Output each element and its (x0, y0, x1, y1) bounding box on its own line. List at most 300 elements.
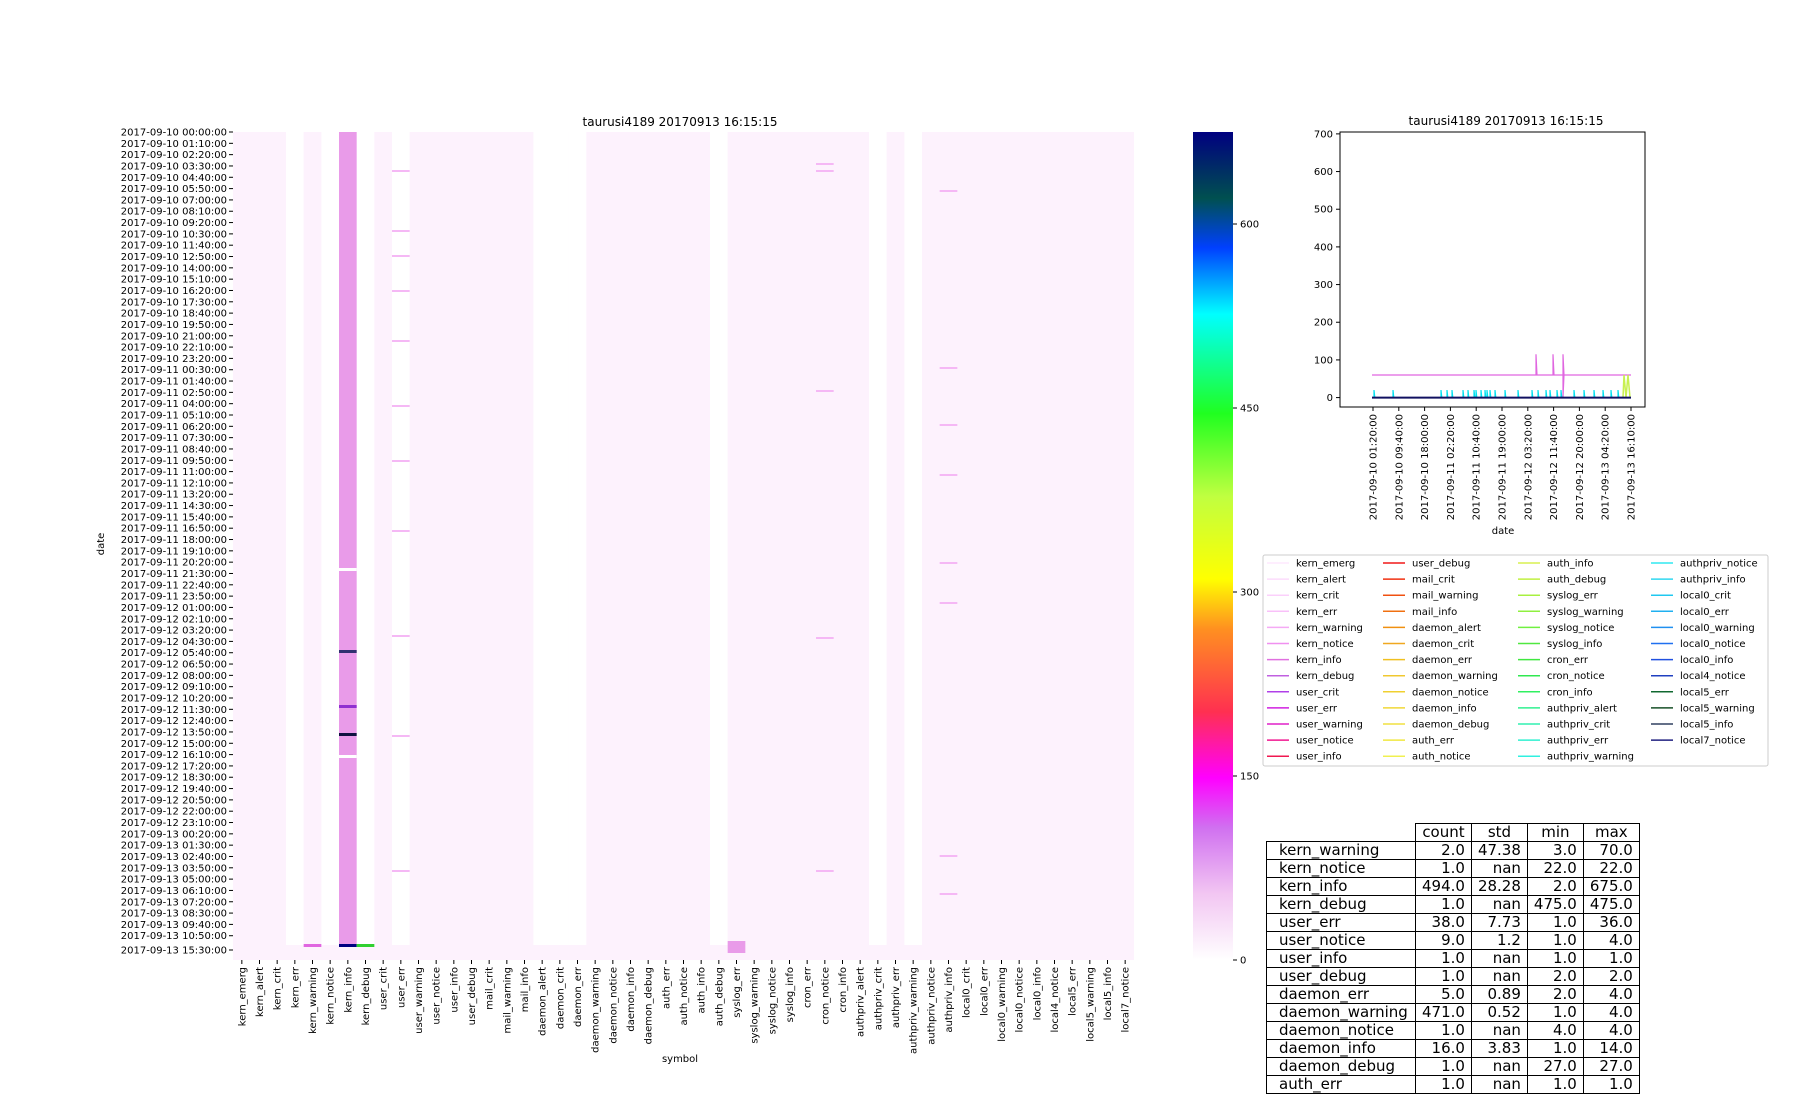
line-chart-y-tick-label: 200 (1313, 317, 1333, 329)
heatmap-missing-column (286, 132, 304, 945)
stats-cell-max: 4.0 (1583, 932, 1639, 950)
stats-cell-std: nan (1471, 950, 1527, 968)
heatmap-ylabel: date (96, 532, 107, 556)
heatmap-cell-kern_info-spike (339, 705, 357, 708)
legend-label: authpriv_info (1680, 574, 1746, 586)
stats-cell-max: 475.0 (1583, 896, 1639, 914)
heatmap-x-tick-label: local0_warning (997, 967, 1008, 1042)
stats-cell-min: 1.0 (1527, 914, 1583, 932)
heatmap-y-tick-label: 2017-09-12 08:00:00 (120, 670, 227, 682)
legend-label: authpriv_notice (1680, 558, 1758, 570)
heatmap-x-tick-label: user_debug (467, 967, 478, 1026)
legend-label: cron_info (1547, 687, 1593, 699)
heatmap-y-tick-label: 2017-09-10 10:30:00 (120, 229, 227, 241)
heatmap-title: taurusi4189 20170913 16:15:15 (582, 115, 778, 129)
heatmap-y-tick-label: 2017-09-11 15:40:00 (120, 512, 227, 524)
heatmap-cell-mark (940, 562, 958, 564)
line-chart-series (1372, 354, 1631, 397)
legend-label: user_warning (1296, 719, 1363, 731)
stats-row (1267, 1076, 1640, 1094)
heatmap-x-tick-label: daemon_notice (608, 967, 620, 1044)
heatmap-missing-column (533, 132, 551, 945)
heatmap-x-tick-label: daemon_warning (590, 967, 602, 1053)
line-chart-x-tick-label: 2017-09-12 20:00:00 (1574, 414, 1586, 521)
heatmap-y-tick-label: 2017-09-10 09:20:00 (120, 218, 227, 230)
heatmap-y-tick-label: 2017-09-10 07:00:00 (120, 195, 227, 207)
line-chart-x-tick-label: 2017-09-12 11:40:00 (1549, 414, 1561, 521)
heatmap-cells (233, 132, 1134, 960)
heatmap-x-tick-label: local5_err (1067, 967, 1079, 1016)
stats-row (1267, 1040, 1640, 1058)
heatmap-x-tick-label: auth_err (661, 967, 673, 1009)
heatmap-x-tick-label: authpriv_warning (908, 967, 920, 1054)
heatmap-y-tick-label: 2017-09-11 19:10:00 (120, 546, 227, 558)
heatmap-x-tick-label: daemon_info (626, 967, 637, 1032)
legend-label: cron_notice (1547, 671, 1605, 683)
heatmap-x-tick-label: user_notice (431, 967, 443, 1025)
legend (1263, 555, 1768, 766)
heatmap-y-tick-label: 2017-09-12 19:40:00 (120, 784, 227, 796)
legend-label: daemon_notice (1412, 687, 1489, 699)
heatmap-x-tick-label: authpriv_info (944, 967, 955, 1033)
stats-cell-max: 36.0 (1583, 914, 1639, 932)
heatmap-y-tick-label: 2017-09-11 06:20:00 (120, 421, 227, 433)
stats-cell-count: 38.0 (1416, 914, 1472, 932)
colorbar-tick-label: 600 (1240, 219, 1260, 231)
heatmap-y-tick-label: 2017-09-12 06:50:00 (120, 659, 227, 671)
legend-label: auth_debug (1547, 574, 1607, 586)
stats-cell-min: 1.0 (1527, 1040, 1583, 1058)
stats-cell-min: 1.0 (1527, 950, 1583, 968)
stats-cell-count: 1.0 (1416, 1022, 1472, 1040)
stats-cell-max: 4.0 (1583, 986, 1639, 1004)
heatmap-x-tick-label: syslog_warning (749, 967, 761, 1044)
stats-row (1267, 1004, 1640, 1022)
line-chart-y-tick-label: 400 (1313, 242, 1333, 254)
heatmap-x-tick-label: daemon_debug (643, 967, 655, 1045)
heatmap-y-tick-label: 2017-09-12 22:00:00 (120, 806, 227, 818)
stats-row (1267, 950, 1640, 968)
line-chart-y-tick-label: 500 (1313, 204, 1333, 216)
heatmap-cell-mark (940, 474, 958, 476)
heatmap-y-tick-label: 2017-09-12 13:50:00 (120, 727, 227, 739)
heatmap-y-tick-label: 2017-09-13 03:50:00 (120, 863, 227, 875)
line-series-kern_info (1372, 354, 1631, 397)
legend-label: kern_warning (1296, 622, 1363, 634)
line-chart-frame (1340, 132, 1645, 407)
legend-label: user_crit (1296, 687, 1340, 699)
stats-cell-label: kern_info (1267, 878, 1416, 896)
heatmap-missing-column (869, 132, 887, 945)
heatmap-chart (96, 115, 1134, 1065)
heatmap-missing-column (551, 132, 569, 945)
line-chart-title: taurusi4189 20170913 16:15:15 (1408, 114, 1604, 128)
heatmap-x-tick-label: local5_warning (1085, 967, 1097, 1042)
line-chart-y-tick-label: 600 (1313, 167, 1333, 179)
heatmap-missing-column (321, 132, 339, 945)
stats-cell-count: 9.0 (1416, 932, 1472, 950)
stats-cell-min: 4.0 (1527, 1022, 1583, 1040)
heatmap-y-tick-label: 2017-09-10 00:00:00 (120, 127, 227, 139)
legend-label: syslog_warning (1547, 606, 1624, 618)
stats-row (1267, 1022, 1640, 1040)
legend-label: user_info (1296, 751, 1342, 763)
line-chart-x-tick-label: 2017-09-13 04:20:00 (1600, 414, 1612, 521)
heatmap-x-tick-label: local0_crit (961, 967, 973, 1018)
stats-cell-std: nan (1471, 1022, 1527, 1040)
heatmap-y-tick-label: 2017-09-10 21:00:00 (120, 331, 227, 343)
stats-cell-count: 1.0 (1416, 860, 1472, 878)
heatmap-y-tick-label: 2017-09-10 02:20:00 (120, 150, 227, 162)
legend-label: local5_err (1680, 687, 1729, 699)
heatmap-x-tick-label: cron_err (802, 967, 814, 1009)
heatmap-cell-mark (940, 855, 958, 857)
colorbar-tick-label: 0 (1240, 955, 1247, 967)
heatmap-missing-column (392, 132, 410, 945)
heatmap-y-tick-label: 2017-09-11 18:00:00 (120, 535, 227, 547)
heatmap-y-tick-label: 2017-09-12 17:20:00 (120, 761, 227, 773)
heatmap-y-tick-label: 2017-09-12 03:20:00 (120, 625, 227, 637)
heatmap-x-tick-label: auth_info (696, 967, 708, 1014)
stats-cell-count: 1.0 (1416, 1058, 1472, 1076)
heatmap-y-tick-label: 2017-09-12 11:30:00 (120, 704, 227, 716)
stats-cell-min: 1.0 (1527, 1076, 1583, 1094)
legend-label: kern_debug (1296, 671, 1355, 683)
heatmap-x-tick-label: authpriv_alert (855, 967, 867, 1037)
stats-table (1266, 823, 1640, 1094)
heatmap-x-tick-label: cron_notice (820, 967, 832, 1025)
legend-label: authpriv_warning (1547, 751, 1634, 763)
heatmap-y-tick-label: 2017-09-13 10:50:00 (120, 931, 227, 943)
heatmap-x-tick-label: syslog_err (732, 967, 743, 1018)
colorbar-tick-label: 150 (1240, 771, 1260, 783)
heatmap-x-tick-label: mail_info (520, 967, 531, 1013)
legend-label: cron_err (1547, 655, 1589, 667)
heatmap-y-tick-label: 2017-09-13 07:20:00 (120, 897, 227, 909)
heatmap-cell-mark (392, 255, 410, 257)
stats-row (1267, 878, 1640, 896)
heatmap-x-tick-label: kern_crit (272, 967, 284, 1011)
heatmap-cell-mark (392, 340, 410, 342)
heatmap-x-tick-label: authpriv_crit (873, 967, 885, 1031)
stats-row (1267, 896, 1640, 914)
stats-row (1267, 932, 1640, 950)
heatmap-y-tick-label: 2017-09-12 18:30:00 (120, 772, 227, 784)
heatmap-missing-column (710, 132, 728, 945)
heatmap-y-tick-label: 2017-09-11 12:10:00 (120, 478, 227, 490)
heatmap-y-tick-label: 2017-09-12 04:30:00 (120, 636, 227, 648)
legend-label: local0_err (1680, 606, 1729, 618)
heatmap-x-tick-label: user_info (449, 967, 461, 1013)
stats-cell-label: auth_err (1267, 1076, 1416, 1094)
legend-label: daemon_info (1412, 703, 1477, 715)
heatmap-y-tick-label: 2017-09-12 15:00:00 (120, 738, 227, 750)
heatmap-y-tick-label: 2017-09-12 23:10:00 (120, 818, 227, 830)
line-chart-x-tick-label: 2017-09-10 01:20:00 (1368, 414, 1380, 521)
legend-label: local0_notice (1680, 639, 1746, 650)
colorbar-gradient (1193, 132, 1233, 960)
heatmap-y-tick-label: 2017-09-10 17:30:00 (120, 297, 227, 309)
stats-body (1267, 842, 1640, 1094)
stats-row (1267, 1058, 1640, 1076)
stats-cell-label: daemon_info (1267, 1040, 1416, 1058)
stats-cell-min: 2.0 (1527, 986, 1583, 1004)
line-chart-y-tick-label: 700 (1313, 129, 1333, 141)
legend-label: local7_notice (1680, 735, 1746, 747)
stats-cell-max: 22.0 (1583, 860, 1639, 878)
heatmap-y-tick-label: 2017-09-13 08:30:00 (120, 908, 227, 920)
legend-label: kern_info (1296, 655, 1342, 667)
stats-cell-min: 3.0 (1527, 842, 1583, 860)
line-chart (1314, 114, 1645, 537)
line-chart-x-tick-label: 2017-09-12 03:20:00 (1523, 414, 1535, 521)
legend-label: user_err (1296, 703, 1338, 715)
stats-cell-label: user_err (1267, 914, 1416, 932)
legend-label: authpriv_err (1547, 735, 1609, 747)
heatmap-x-tick-label: user_crit (378, 967, 390, 1011)
legend-label: mail_warning (1412, 590, 1479, 602)
heatmap-x-tick-label: local5_info (1103, 967, 1114, 1021)
legend-label: kern_alert (1296, 574, 1346, 586)
line-chart-y-tick-label: 0 (1326, 393, 1333, 405)
line-chart-y-tick-label: 300 (1313, 280, 1333, 292)
legend-label: auth_info (1547, 558, 1594, 570)
stats-cell-std: 0.89 (1471, 986, 1527, 1004)
heatmap-y-tick-label: 2017-09-11 11:00:00 (120, 467, 227, 479)
heatmap-cell-syslog_err-last (728, 941, 746, 953)
stats-cell-count: 1.0 (1416, 896, 1472, 914)
stats-cell-min: 2.0 (1527, 968, 1583, 986)
legend-label: kern_err (1296, 606, 1338, 618)
heatmap-y-tick-label: 2017-09-11 04:00:00 (120, 399, 227, 411)
heatmap-cell-kern_info (339, 132, 357, 944)
heatmap-y-tick-label: 2017-09-12 05:40:00 (120, 648, 227, 660)
heatmap-x-tick-label: local7_notice (1120, 967, 1132, 1033)
heatmap-cell-mark (392, 735, 410, 737)
stats-cell-std: 28.28 (1471, 878, 1527, 896)
heatmap-x-tick-label: local4_notice (1050, 967, 1061, 1033)
colorbar-tick-label: 300 (1240, 587, 1260, 599)
stats-cell-min: 2.0 (1527, 878, 1583, 896)
heatmap-x-tick-label: cron_info (838, 967, 849, 1013)
heatmap-y-tick-label: 2017-09-10 11:40:00 (120, 240, 227, 252)
stats-cell-max: 70.0 (1583, 842, 1639, 860)
heatmap-cell-mark (392, 170, 410, 172)
stats-cell-std: 0.52 (1471, 1004, 1527, 1022)
stats-cell-label: user_notice (1267, 932, 1416, 950)
heatmap-x-tick-label: user_err (396, 967, 408, 1009)
heatmap-y-tick-label: 2017-09-10 03:30:00 (120, 161, 227, 173)
heatmap-y-tick-label: 2017-09-10 05:50:00 (120, 184, 227, 196)
heatmap-x-tick-label: authpriv_notice (926, 967, 938, 1045)
legend-label: authpriv_crit (1547, 719, 1611, 731)
heatmap-x-tick-label: local0_err (979, 966, 991, 1016)
legend-label: local5_info (1680, 719, 1734, 731)
stats-col-max: max (1583, 824, 1639, 842)
stats-row (1267, 968, 1640, 986)
heatmap-y-tick-label: 2017-09-12 20:50:00 (120, 795, 227, 807)
legend-label: mail_info (1412, 606, 1458, 618)
stats-cell-max: 675.0 (1583, 878, 1639, 896)
stats-cell-label: kern_notice (1267, 860, 1416, 878)
stats-cell-label: daemon_debug (1267, 1058, 1416, 1076)
heatmap-x-tick-label: kern_notice (325, 967, 337, 1025)
legend-label: user_notice (1296, 735, 1354, 747)
legend-label: local0_info (1680, 655, 1734, 667)
heatmap-y-tick-label: 2017-09-11 23:50:00 (120, 591, 227, 603)
stats-cell-count: 1.0 (1416, 950, 1472, 968)
heatmap-x-tick-label: kern_emerg (237, 967, 249, 1027)
stats-cell-count: 2.0 (1416, 842, 1472, 860)
heatmap-x-tick-label: authpriv_err (891, 967, 902, 1029)
heatmap-y-tick-label: 2017-09-11 08:40:00 (120, 444, 227, 456)
stats-cell-std: 7.73 (1471, 914, 1527, 932)
heatmap-y-tick-label: 2017-09-13 00:20:00 (120, 829, 227, 841)
stats-cell-count: 1.0 (1416, 1076, 1472, 1094)
heatmap-y-tick-label: 2017-09-11 09:50:00 (120, 455, 227, 467)
heatmap-cell-kern_warning-last (304, 944, 322, 947)
heatmap-y-tick-label: 2017-09-11 16:50:00 (120, 523, 227, 535)
legend-label: syslog_err (1547, 590, 1598, 602)
stats-cell-min: 475.0 (1527, 896, 1583, 914)
heatmap-y-tick-label: 2017-09-11 01:40:00 (120, 376, 227, 388)
heatmap-x-tick-label: mail_crit (484, 967, 496, 1010)
legend-label: daemon_alert (1412, 622, 1481, 634)
legend-label: mail_crit (1412, 574, 1455, 586)
stats-cell-std: 1.2 (1471, 932, 1527, 950)
legend-label: auth_notice (1412, 751, 1471, 763)
stats-cell-count: 16.0 (1416, 1040, 1472, 1058)
line-chart-x-tick-label: 2017-09-11 02:20:00 (1445, 414, 1457, 521)
stats-cell-max: 2.0 (1583, 968, 1639, 986)
legend-label: daemon_err (1412, 655, 1473, 667)
line-chart-x-tick-label: 2017-09-10 09:40:00 (1394, 414, 1406, 521)
line-chart-x-tick-label: 2017-09-11 19:00:00 (1497, 414, 1509, 521)
stats-cell-min: 27.0 (1527, 1058, 1583, 1076)
heatmap-x-tick-label: local0_notice (1014, 967, 1026, 1033)
legend-label: daemon_crit (1412, 639, 1475, 650)
heatmap-cell-mark (940, 424, 958, 426)
heatmap-cell-mark (816, 163, 834, 165)
stats-cell-label: daemon_err (1267, 986, 1416, 1004)
stats-cell-max: 4.0 (1583, 1004, 1639, 1022)
heatmap-xlabel: symbol (661, 1054, 699, 1065)
heatmap-x-tick-label: kern_debug (361, 967, 372, 1026)
stats-row (1267, 860, 1640, 878)
line-chart-x-tick-label: 2017-09-13 16:10:00 (1626, 414, 1638, 521)
legend-label: kern_crit (1296, 590, 1340, 602)
line-series-auth_info (1623, 375, 1630, 398)
heatmap-cell-mark (392, 530, 410, 532)
legend-label: kern_notice (1296, 639, 1354, 650)
stats-cell-count: 5.0 (1416, 986, 1472, 1004)
stats-cell-std: 3.83 (1471, 1040, 1527, 1058)
heatmap-x-tick-label: auth_notice (679, 967, 690, 1026)
stats-cell-max: 14.0 (1583, 1040, 1639, 1058)
heatmap-x-tick-label: mail_warning (502, 967, 514, 1034)
stats-cell-label: daemon_warning (1267, 1004, 1416, 1022)
stats-cell-count: 494.0 (1416, 878, 1472, 896)
stats-cell-label: daemon_notice (1267, 1022, 1416, 1040)
colorbar-tick-label: 450 (1240, 403, 1260, 415)
heatmap-y-tick-label: 2017-09-12 01:00:00 (120, 602, 227, 614)
heatmap-missing-column (569, 132, 587, 945)
stats-cell-std: nan (1471, 1058, 1527, 1076)
colorbar (1193, 132, 1259, 967)
heatmap-y-tick-label: 2017-09-13 02:40:00 (120, 851, 227, 863)
heatmap-y-tick-label: 2017-09-13 01:30:00 (120, 840, 227, 852)
heatmap-x-tick-label: kern_warning (308, 967, 319, 1034)
heatmap-x-tick-label: kern_err (290, 967, 302, 1009)
stats-cell-std: 47.38 (1471, 842, 1527, 860)
stats-cell-std: nan (1471, 1076, 1527, 1094)
heatmap-y-tick-label: 2017-09-10 12:50:00 (120, 252, 227, 264)
heatmap-cell-mark (392, 870, 410, 872)
heatmap-cell-mark (392, 405, 410, 407)
heatmap-x-tick-label: local0_info (1032, 967, 1044, 1021)
stats-row (1267, 986, 1640, 1004)
stats-cell-label: kern_warning (1267, 842, 1416, 860)
heatmap-x-tick-label: daemon_crit (555, 967, 567, 1030)
legend-label: local5_warning (1680, 703, 1755, 715)
stats-cell-max: 1.0 (1583, 950, 1639, 968)
heatmap-cell-mark (392, 635, 410, 637)
heatmap-y-tick-label: 2017-09-12 10:20:00 (120, 693, 227, 705)
legend-label: user_debug (1412, 558, 1471, 570)
legend-label: local0_warning (1680, 622, 1755, 634)
stats-cell-min: 1.0 (1527, 1004, 1583, 1022)
heatmap-cell-mark (816, 637, 834, 639)
line-chart-y-ticks (1314, 129, 1340, 404)
heatmap-x-tick-label: kern_alert (255, 967, 266, 1017)
heatmap-x-tick-label: syslog_notice (767, 967, 779, 1035)
heatmap-cell-mark (392, 230, 410, 232)
stats-cell-min: 1.0 (1527, 932, 1583, 950)
heatmap-y-tick-label: 2017-09-11 14:30:00 (120, 501, 227, 513)
line-series-local0_crit (1372, 390, 1631, 398)
heatmap-y-tick-label: 2017-09-10 18:40:00 (120, 308, 227, 320)
heatmap-y-tick-label: 2017-09-10 16:20:00 (120, 285, 227, 297)
heatmap-cell-kern_info-spike (339, 755, 357, 758)
stats-cell-label: user_info (1267, 950, 1416, 968)
heatmap-cell-kern_info-spike (339, 650, 357, 653)
stats-col-count: count (1416, 824, 1472, 842)
heatmap-cell-kern_info-last (339, 944, 357, 947)
heatmap-missing-column (357, 132, 375, 945)
stats-cell-max: 27.0 (1583, 1058, 1639, 1076)
stats-cell-min: 22.0 (1527, 860, 1583, 878)
heatmap-y-tick-label: 2017-09-13 15:30:00 (120, 945, 227, 957)
line-chart-x-tick-label: 2017-09-11 10:40:00 (1471, 414, 1483, 521)
colorbar-ticks (1233, 220, 1259, 967)
heatmap-cell-mark (940, 602, 958, 604)
heatmap-y-tick-label: 2017-09-10 22:10:00 (120, 342, 227, 354)
stats-cell-count: 1.0 (1416, 968, 1472, 986)
heatmap-x-tick-label: daemon_err (573, 967, 584, 1028)
heatmap-missing-column (904, 132, 922, 945)
heatmap-x-tick-label: kern_info (343, 967, 355, 1013)
line-chart-y-tick-label: 100 (1313, 355, 1333, 367)
stats-row (1267, 842, 1640, 860)
heatmap-y-tick-label: 2017-09-10 04:40:00 (120, 172, 227, 184)
stats-cell-std: nan (1471, 896, 1527, 914)
heatmap-cell-mark (940, 893, 958, 895)
stats-row (1267, 914, 1640, 932)
legend-label: kern_emerg (1296, 558, 1356, 570)
heatmap-cell-mark (940, 367, 958, 369)
heatmap-cell-mark (816, 870, 834, 872)
heatmap-y-tick-label: 2017-09-10 19:50:00 (120, 319, 227, 331)
